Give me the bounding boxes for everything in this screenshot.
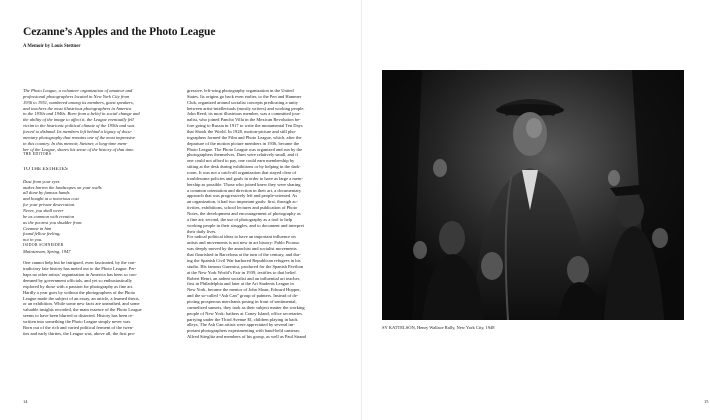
poem-line: Dust from your eyes: [23, 178, 60, 184]
column-2: [187, 88, 335, 340]
body-line: explored by those with a passion for photography as fine art.: [23, 283, 134, 289]
body-line: written into something the Photo League simply never was.: [23, 318, 132, 324]
editors-signature: THE EDITORS: [23, 152, 52, 157]
body-line: a fine art; second, the use of photography as a tool to help: [187, 216, 293, 222]
body-line: Hardly a year goes by without the photographers of the Photo: [23, 289, 136, 295]
body-line: Notes, the development and encouragement of photography as: [187, 211, 301, 217]
body-line: artists and movements is not new in art history: Pablo Picasso: [187, 240, 300, 246]
photo-illustration: [382, 70, 684, 320]
poem-heading: TO THE ESTHETES: [23, 167, 68, 173]
body-line: Born out of the rich and varied political ferment of the twen-: [23, 324, 134, 330]
body-line: was deeply moved by the anarchist and socialist movements: [187, 246, 297, 252]
poem-line: found fellow feeling;: [23, 231, 61, 237]
rally-photograph: [382, 70, 684, 320]
body-line: valuable insights recorded, the main essence of the Photo League: [23, 307, 142, 313]
poem-line: for your private desecration.: [23, 202, 76, 208]
body-line: John Reed, its most illustrious member, was a committed jour-: [187, 111, 301, 117]
body-line: ties and early thirties, the League was, above all, the first pro-: [23, 330, 136, 336]
body-line: working people in their struggles, and to document and interpret: [187, 222, 304, 228]
poem-line: Cezanne in him: [23, 225, 52, 231]
body-line: sitting at the desk during exhibitions or by helping in the dark-: [187, 164, 301, 170]
body-line: nalist, who joined Pancho Villa in the Mexican Revolution be-: [187, 117, 301, 123]
body-line: between artist-intellectuals (mostly writers) and working people.: [187, 105, 305, 111]
page-number-right: 15: [704, 399, 709, 404]
body-line: partying under the Third Avenue El, children playing in back: [187, 316, 298, 322]
poem-line: makes barren the landscapes on your walls: [23, 184, 102, 190]
intro-line: mentary photography that remains one of the most impressive: [23, 134, 136, 140]
body-line: haps no other artists’ organization in America has been so con-: [23, 272, 137, 278]
intro-block: [23, 88, 171, 158]
intro-line: victim to the histrionic political climate of the 1950s and was: [23, 123, 135, 129]
body-line: first in Philadelphia and later at the Art Students League in: [187, 281, 294, 287]
poem-author: ISIDOR SCHNEIDER: [23, 243, 64, 248]
body-line: that flourished in Barcelona at the turn of the century, and dur-: [187, 252, 301, 258]
body-line: portant photographers experimenting with hand-held cameras:: [187, 328, 301, 334]
body-line: room. It was not a catch-all organization that stayed clear of: [187, 170, 297, 176]
body-line: Alfred Stieglitz and members of his group, as well as Paul Strand: [187, 334, 306, 340]
body-line: picting prosperous merchants posing in front of sentimental,: [187, 298, 297, 304]
body-line: or an exhibition. While some new facts are unearthed, and some: [23, 301, 140, 307]
body-line: ing the Spanish Civil War harbored Republican refugees in his: [187, 257, 301, 263]
intro-line: and teachers the most illustrious photographers in America: [23, 105, 132, 111]
body-line: tradictory fate history has meted out to the Photo League. Per-: [23, 266, 137, 272]
intro-line: forced to disband. Its members left behind a legacy of docu-: [23, 129, 133, 135]
body-line: people of New York: bathers at Coney Island, office secretaries: [187, 310, 302, 316]
body-line: States. Its origins go back even earlier, to the Pen and Hammer: [187, 93, 302, 99]
page-number-left: 14: [23, 399, 28, 404]
poem-line: and bought at a notorious cost: [23, 196, 79, 202]
body-line: Photo League. The Photo League was organized and run by the: [187, 146, 303, 152]
article-subtitle: A Memoir by Louis Stettner: [23, 44, 81, 49]
intro-line: 1936 to 1951, numbered among its members, guest speakers,: [23, 99, 134, 105]
intro-line: ber of the League, shares his sense of the history of that time.: [23, 146, 135, 152]
body-line: at the New York World’s Fair in 1939, testifies to that belief.: [187, 269, 297, 275]
poem-line: all done by famous hands: [23, 190, 70, 196]
body-line: that Shook the World. In 1928, motion-picture and still pho-: [187, 129, 297, 135]
body-line: photographers themselves. Dues were relatively small, and if: [187, 152, 298, 158]
intro-line: professional photographers located in New York City from: [23, 93, 130, 99]
body-line: approach that was progressively left and people-oriented. As: [187, 193, 298, 199]
body-line: departure of the motion picture members in 1936, became the: [187, 140, 300, 146]
body-line: troublesome policies and goals in order to have as large a mem-: [187, 175, 303, 181]
body-text-col1: [23, 260, 171, 336]
intro-line: in this country. In this memoir, Stettner, a long-time mem-: [23, 140, 128, 146]
article-title: Cezanne’s Apples and the Photo League: [23, 26, 216, 38]
body-line: Club, organized around socialist concepts predicating a unity: [187, 99, 299, 105]
body-line: One cannot help but be intrigued, even fascinated, by the con-: [23, 260, 136, 266]
poem-block: [23, 167, 171, 255]
body-line: gressive, left-wing photography organization in the United: [187, 88, 294, 93]
body-line: Robert Henri, an ardent socialist and an influential art teacher,: [187, 275, 301, 281]
body-line: carmelized sunsets, they took as their subject matter the working: [187, 304, 305, 310]
poem-line: Never, you shall never: [23, 207, 64, 213]
body-line: League made the subject of an essay, an article, a learned thesis,: [23, 295, 140, 301]
poem-source: Mainstream, Spring, 1947: [23, 248, 71, 254]
body-line: tographers formed the Film and Photo League, which, after the: [187, 134, 302, 140]
photo-caption: SY KATTELSON, Henry Wallace Rally, New York City, 1948: [382, 325, 495, 330]
body-line: seems to have been blurred or distorted. History has been re-: [23, 313, 134, 319]
body-line: studio. His famous Guernica, produced for the Spanish Pavilion: [187, 263, 304, 269]
body-line: For radical political ideas to have an important influence on: [187, 234, 296, 240]
body-line: bership as possible. Those who joined knew they were sharing: [187, 181, 301, 187]
body-line: demned by government officials, and yet so enthusiastically: [23, 277, 133, 283]
poem-line: be as common with creation: [23, 213, 75, 219]
poem-line: as the poorest you shudder from.: [23, 219, 83, 225]
body-line: New York, became the mentor of John Sloan, Edward Hopper,: [187, 287, 301, 293]
body-line: tivities, exhibitions, school lectures and publication of Photo: [187, 205, 298, 211]
body-line: a common orientation and direction in their art, a documentary: [187, 187, 302, 193]
body-line: an organization, it had two important goals: first, through ac-: [187, 199, 298, 205]
body-line: alleys. The Ash Can artists were appreciated by several im-: [187, 322, 295, 328]
intro-line: in the 1930s and 1940s. Born from a belief in social change and: [23, 111, 140, 117]
intro-line: the ability of the image to affect it, the League eventually fell: [23, 117, 134, 123]
intro-line: The Photo League, a volunteer organization of amateur and: [23, 88, 133, 93]
body-line: and the so-called “Ash Can” group of painters. Instead of de-: [187, 293, 299, 299]
body-line: fore going to Russia in 1917 to write the monumental Ten Days: [187, 123, 303, 129]
poem-line: not in you.: [23, 237, 43, 243]
body-line: one could not afford to pay, one could earn membership by: [187, 158, 295, 164]
column-1: [23, 88, 171, 337]
body-line: their daily lives.: [187, 228, 217, 234]
